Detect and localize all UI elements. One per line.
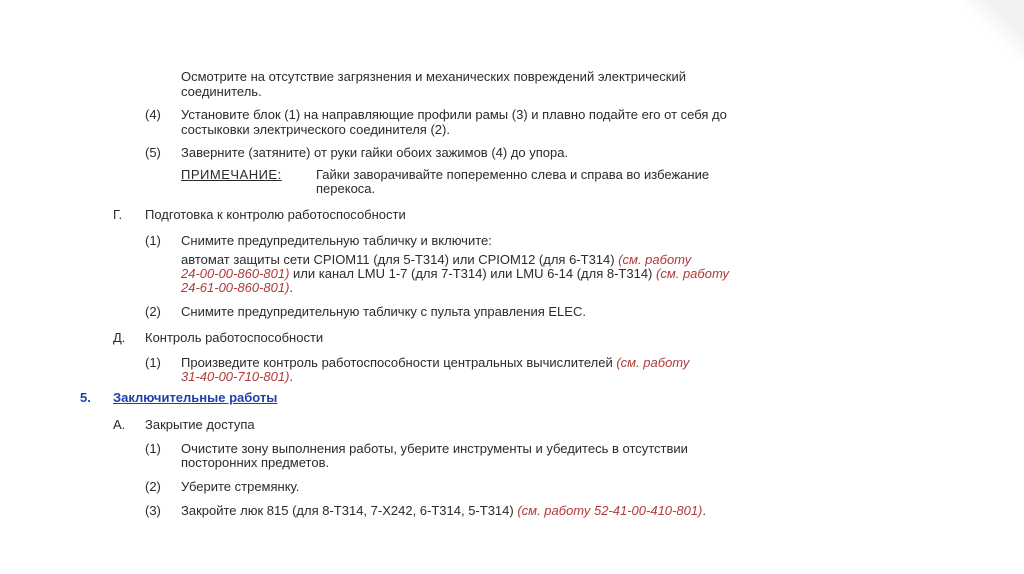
g-step-1-ref-prefix-1: (см. работу: [618, 252, 692, 267]
step-5-line-1: Заверните (затяните) от руки гайки обоих зажимов (4) до упора.: [181, 145, 569, 160]
subsection-g-number: Г.: [113, 207, 123, 222]
a-step-1-line-1: Очистите зону выполнения работы, уберите инструменты и убедитесь в отсутствии: [181, 441, 688, 456]
a-step-3-number: (3): [145, 503, 161, 518]
page-fold-shadow: [964, 0, 1024, 60]
a-step-3-ref: (см. работу 52-41-00-410-801): [517, 503, 703, 518]
g-step-1-number: (1): [145, 233, 161, 248]
a-step-1-line-2: посторонних предметов.: [181, 455, 330, 470]
g-step-1-line-2: [181, 252, 691, 267]
step-4-line-2: состыковки электрического соединителя (2).: [181, 122, 450, 137]
d-step-1-number: (1): [145, 355, 161, 370]
g-step-1-ref-prefix-2: (см. работу: [655, 266, 729, 281]
g-step-1-ref-1: 24-00-00-860-801): [181, 266, 290, 281]
a-step-1-number: (1): [145, 441, 161, 456]
subsection-d-number: Д.: [113, 330, 126, 345]
step-4-number: (4): [145, 107, 161, 122]
note-line-2: перекоса.: [316, 181, 376, 196]
g-step-1-line-1: Снимите предупредительную табличку и включите:: [181, 233, 492, 248]
g-step-1-ref-2: 24-61-00-860-801): [181, 280, 290, 295]
g-step-1-line-4: [181, 280, 293, 295]
a-step-2-number: (2): [145, 479, 161, 494]
intro-line-1: Осмотрите на отсутствие загрязнения и механических повреждений электрический: [181, 69, 686, 84]
a-step-3-line-1: [181, 503, 706, 518]
g-step-1-end: .: [289, 280, 294, 295]
note-label: ПРИМЕЧАНИЕ:: [181, 167, 282, 182]
note-line-1: Гайки заворачивайте попеременно слева и справа во избежание: [316, 167, 710, 182]
section-5-title: Заключительные работы: [113, 390, 278, 405]
subsection-d-title: Контроль работоспособности: [145, 330, 324, 345]
g-step-1-text-a: автомат защиты сети CPIOM11 (для 5-T314) или CPIOM12 (для 6-T314): [181, 252, 619, 267]
intro-line-2: соединитель.: [181, 84, 262, 99]
d-step-1-line-2: [181, 369, 293, 384]
section-5-number: 5.: [80, 390, 91, 405]
d-step-1-ref-prefix: (см. работу: [616, 355, 690, 370]
subsection-g-title: Подготовка к контролю работоспособности: [145, 207, 406, 222]
a-step-3-text: Закройте люк 815 (для 8-T314, 7-X242, 6-T314, 5-T314): [181, 503, 518, 518]
subsection-a-number: А.: [113, 417, 126, 432]
d-step-1-line-1: [181, 355, 689, 370]
d-step-1-text: Произведите контроль работоспособности центральных вычислителей: [181, 355, 617, 370]
step-4-line-1: Установите блок (1) на направляющие профили рамы (3) и плавно подайте его от себя до: [181, 107, 727, 122]
subsection-a-title: Закрытие доступа: [145, 417, 255, 432]
g-step-2-line-1: Снимите предупредительную табличку с пульта управления ELEC.: [181, 304, 586, 319]
step-5-number: (5): [145, 145, 161, 160]
g-step-1-line-3: [181, 266, 729, 281]
g-step-2-number: (2): [145, 304, 161, 319]
a-step-2-line-1: Уберите стремянку.: [181, 479, 300, 494]
d-step-1-end: .: [289, 369, 294, 384]
g-step-1-text-b: или канал LMU 1-7 (для 7-T314) или LMU 6-14 (для 8-T314): [289, 266, 656, 281]
a-step-3-end: .: [702, 503, 706, 518]
d-step-1-ref: 31-40-00-710-801): [181, 369, 290, 384]
